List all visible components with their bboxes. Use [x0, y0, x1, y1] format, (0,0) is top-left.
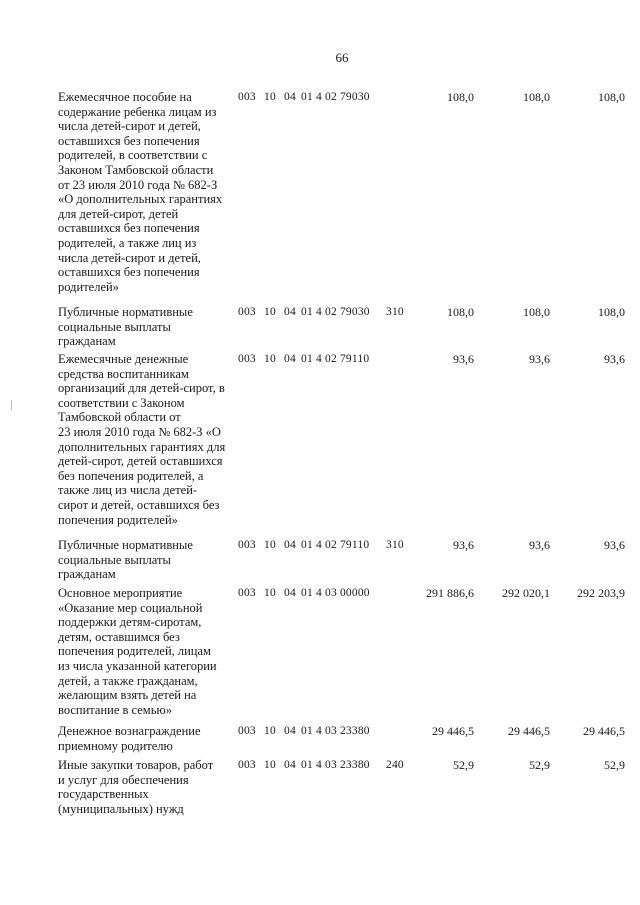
subsection-code: 04 — [284, 353, 296, 365]
description-line: приемному родителю — [58, 738, 173, 753]
amount-year-2: 93,6 — [529, 538, 550, 552]
amount-year-3: 108,0 — [598, 90, 625, 104]
amount-year-2: 108,0 — [523, 305, 550, 319]
description-line: попечения родителей» — [58, 512, 178, 527]
ministry-code: 003 — [238, 587, 256, 599]
description-line: желающим взять детей на — [58, 688, 197, 703]
description-line: числа детей-сирот и детей, — [58, 119, 201, 134]
amount-year-3: 93,6 — [604, 538, 625, 552]
amount-year-3: 29 446,5 — [583, 724, 625, 738]
description-line: без попечения родителей, а — [58, 468, 204, 483]
amount-year-1: 52,9 — [453, 758, 474, 772]
description-line: детей-сирот, детей оставшихся — [58, 454, 223, 469]
ministry-code: 003 — [238, 759, 256, 771]
amount-year-3: 93,6 — [604, 352, 625, 366]
description-line: воспитание в семью» — [58, 702, 172, 717]
description-line: детей, а также гражданам, — [58, 673, 198, 688]
amount-year-1: 93,6 — [453, 538, 474, 552]
row-description — [58, 352, 236, 527]
description-line: Ежемесячное пособие на — [58, 90, 192, 104]
target-article-code: 01 4 02 79030 — [301, 91, 370, 103]
description-line: поддержки детям-сиротам, — [58, 615, 202, 630]
row-description — [58, 586, 236, 717]
amount-year-2: 93,6 — [529, 352, 550, 366]
description-line: государственных — [58, 787, 149, 802]
description-line: соответствии с Законом — [58, 395, 185, 410]
description-line: из числа указанной категории — [58, 658, 217, 673]
description-line: Публичные нормативные — [58, 538, 193, 552]
amount-year-2: 108,0 — [523, 90, 550, 104]
subsection-code: 04 — [284, 539, 296, 551]
description-line: (муниципальных) нужд — [58, 801, 184, 816]
description-line: оставшихся без попечения — [58, 265, 200, 280]
amount-year-1: 108,0 — [447, 90, 474, 104]
ministry-code: 003 — [238, 539, 256, 551]
description-line: «Оказание мер социальной — [58, 600, 203, 615]
row-description — [58, 538, 236, 582]
amount-year-3: 52,9 — [604, 758, 625, 772]
subsection-code: 04 — [284, 306, 296, 318]
page-number: 66 — [335, 50, 349, 65]
description-line: Иные закупки товаров, работ — [58, 758, 214, 772]
target-article-code: 01 4 03 00000 — [301, 587, 370, 599]
amount-year-3: 292 203,9 — [577, 586, 625, 600]
subsection-code: 04 — [284, 725, 296, 737]
description-line: Законом Тамбовской области — [58, 162, 214, 177]
amount-year-1: 291 886,6 — [426, 586, 474, 600]
amount-year-2: 29 446,5 — [508, 724, 550, 738]
section-code: 10 — [264, 91, 276, 103]
target-article-code: 01 4 02 79110 — [301, 353, 370, 365]
amount-year-2: 52,9 — [529, 758, 550, 772]
section-code: 10 — [264, 759, 276, 771]
description-line: от 23 июля 2010 года № 682-З — [58, 177, 218, 192]
description-line: попечения родителей, лицам — [58, 644, 211, 659]
amount-year-2: 292 020,1 — [502, 586, 550, 600]
amount-year-3: 108,0 — [598, 305, 625, 319]
amount-year-1: 29 446,5 — [432, 724, 474, 738]
expense-type-code: 310 — [386, 539, 404, 551]
ministry-code: 003 — [238, 91, 256, 103]
description-line: Основное мероприятие — [58, 586, 183, 600]
ministry-code: 003 — [238, 353, 256, 365]
description-line: Денежное вознаграждение — [58, 724, 201, 738]
row-description — [58, 90, 236, 294]
description-line: содержание ребенка лицам из — [58, 104, 217, 119]
ministry-code: 003 — [238, 725, 256, 737]
expense-type-code: 310 — [386, 306, 404, 318]
description-line: родителей» — [58, 279, 119, 294]
amount-year-1: 108,0 — [447, 305, 474, 319]
description-line: и услуг для обеспечения — [58, 772, 189, 787]
ministry-code: 003 — [238, 306, 256, 318]
subsection-code: 04 — [284, 91, 296, 103]
amount-year-1: 93,6 — [453, 352, 474, 366]
description-line: 23 июля 2010 года № 682-З «О — [58, 424, 221, 439]
description-line: для детей-сирот, детей — [58, 206, 179, 221]
subsection-code: 04 — [284, 759, 296, 771]
section-code: 10 — [264, 306, 276, 318]
description-line: средства воспитанникам — [58, 366, 189, 381]
description-line: социальные выплаты — [58, 552, 171, 567]
expense-type-code: 240 — [386, 759, 404, 771]
target-article-code: 01 4 03 23380 — [301, 759, 370, 771]
description-line: сирот и детей, оставшихся без — [58, 497, 220, 512]
description-line: родителей, в соответствии с — [58, 148, 208, 163]
row-description — [58, 305, 236, 349]
margin-mark — [11, 400, 12, 410]
section-code: 10 — [264, 725, 276, 737]
subsection-code: 04 — [284, 587, 296, 599]
description-line: дополнительных гарантиях для — [58, 439, 226, 454]
section-code: 10 — [264, 353, 276, 365]
target-article-code: 01 4 02 79030 — [301, 306, 370, 318]
description-line: числа детей-сирот и детей, — [58, 250, 201, 265]
description-line: социальные выплаты — [58, 319, 171, 334]
description-line: организаций для детей-сирот, в — [58, 381, 225, 396]
description-line: оставшихся без попечения — [58, 221, 200, 236]
description-line: также лиц из числа детей- — [58, 483, 198, 498]
description-line: гражданам — [58, 567, 116, 582]
description-line: Публичные нормативные — [58, 305, 193, 319]
row-description — [58, 724, 236, 753]
description-line: родителей, а также лиц из — [58, 235, 197, 250]
section-code: 10 — [264, 539, 276, 551]
target-article-code: 01 4 02 79110 — [301, 539, 370, 551]
row-description — [58, 758, 236, 816]
description-line: гражданам — [58, 334, 116, 349]
description-line: Ежемесячные денежные — [58, 352, 189, 366]
section-code: 10 — [264, 587, 276, 599]
description-line: «О дополнительных гарантиях — [58, 192, 223, 207]
description-line: оставшихся без попечения — [58, 133, 200, 148]
target-article-code: 01 4 03 23380 — [301, 725, 370, 737]
description-line: Тамбовской области от — [58, 410, 181, 425]
description-line: детям, оставшимся без — [58, 629, 180, 644]
